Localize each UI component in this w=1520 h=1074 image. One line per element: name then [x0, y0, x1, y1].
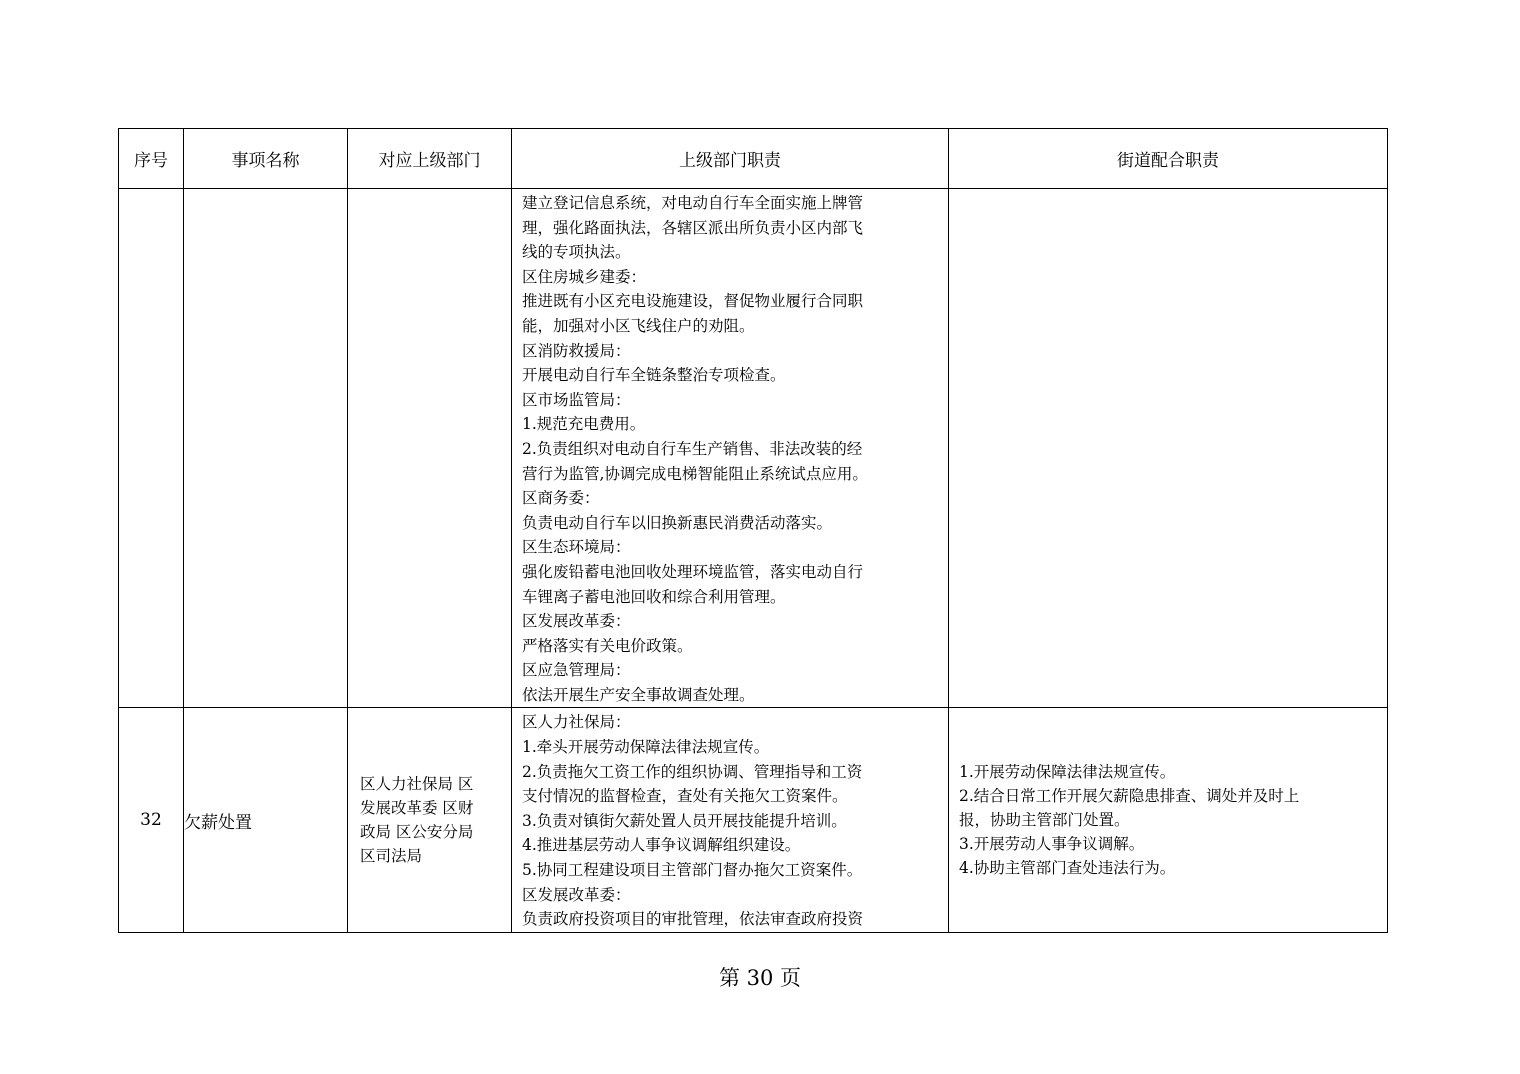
header-superior-department: 对应上级部门: [348, 129, 512, 189]
text-line: 区市场监管局：: [522, 390, 631, 409]
header-superior-duties: 上级部门职责: [512, 129, 949, 189]
row-item-name: [184, 189, 348, 708]
text-line: 报，协助主管部门处置。: [959, 811, 1130, 830]
table-header-row: [119, 129, 1388, 189]
duties-table-container: [118, 128, 1387, 928]
text-line: 线的专项执法。: [522, 243, 631, 262]
page-number: 第 30 页: [718, 966, 802, 990]
text-line: 区消防救援局：: [522, 341, 631, 360]
street-duties-lines: [949, 760, 1387, 880]
row-item-name: 欠薪处置: [184, 708, 348, 932]
superior-duties-lines: [512, 708, 948, 931]
text-line: 车锂离子蓄电池回收和综合利用管理。: [522, 587, 786, 606]
text-line: 区住房城乡建委：: [522, 267, 647, 286]
text-line: 营行为监管,协调完成电梯智能阻止系统试点应用。: [522, 464, 868, 483]
row-number: 32: [119, 708, 184, 932]
text-line: 4.协助主管部门查处违法行为。: [959, 859, 1176, 878]
text-line: 建立登记信息系统，对电动自行车全面实施上牌管: [522, 194, 864, 212]
text-line: 3.开展劳动人事争议调解。: [959, 835, 1145, 854]
text-line: 支付情况的监督检查，查处有关拖欠工资案件。: [522, 787, 848, 806]
text-line: 负责政府投资项目的审批管理，依法审查政府投资: [522, 910, 864, 929]
row-street-duties: [949, 708, 1388, 932]
superior-duties-lines: [512, 189, 948, 707]
text-line: 严格落实有关电价政策。: [522, 636, 693, 655]
header-item-name: 事项名称: [184, 129, 348, 189]
table-row: [119, 189, 1388, 708]
text-line: 区发展改革委：: [522, 612, 631, 631]
text-line: 区司法局: [360, 847, 423, 866]
duties-table: [118, 128, 1388, 933]
departments-lines: [348, 772, 511, 868]
text-line: 开展电动自行车全链条整治专项检查。: [522, 366, 786, 385]
text-line: 5.协同工程建设项目主管部门督办拖欠工资案件。: [522, 861, 863, 880]
text-line: 区生态环境局：: [522, 538, 631, 557]
header-number: 序号: [119, 129, 184, 189]
text-line: 区商务委：: [522, 489, 600, 508]
text-line: 推进既有小区充电设施建设，督促物业履行合同职: [522, 292, 864, 311]
text-line: 2.负责拖欠工资工作的组织协调、管理指导和工资: [522, 762, 863, 781]
row-superior-duties: [512, 708, 949, 932]
row-departments: [348, 708, 512, 932]
text-line: 1.规范充电费用。: [522, 415, 646, 434]
text-line: 3.负责对镇街欠薪处置人员开展技能提升培训。: [522, 811, 847, 830]
text-line: 强化废铅蓄电池回收处理环境监管，落实电动自行: [522, 562, 864, 581]
row-departments: [348, 189, 512, 708]
text-line: 依法开展生产安全事故调查处理。: [522, 685, 755, 704]
text-line: 1.牵头开展劳动保障法律法规宣传。: [522, 738, 770, 757]
text-line: 发展改革委 区财: [360, 799, 474, 818]
table-row: [119, 708, 1388, 932]
text-line: 2.结合日常工作开展欠薪隐患排查、调处并及时上: [959, 787, 1300, 806]
header-street-duties: 街道配合职责: [949, 129, 1388, 189]
text-line: 理，强化路面执法，各辖区派出所负责小区内部飞: [522, 218, 864, 237]
text-line: 1.开展劳动保障法律法规宣传。: [959, 763, 1176, 782]
text-line: 区发展改革委：: [522, 885, 631, 904]
row-superior-duties: [512, 189, 949, 708]
text-line: 区应急管理局：: [522, 661, 631, 680]
row-street-duties: [949, 189, 1388, 708]
text-line: 2.负责组织对电动自行车生产销售、非法改装的经: [522, 439, 863, 458]
text-line: 区人力社保局 区: [360, 775, 474, 794]
text-line: 能，加强对小区飞线住户的劝阻。: [522, 316, 755, 335]
text-line: 区人力社保局：: [522, 713, 631, 732]
row-number: [119, 189, 184, 708]
text-line: 负责电动自行车以旧换新惠民消费活动落实。: [522, 513, 833, 532]
text-line: 政局 区公安分局: [360, 823, 474, 842]
text-line: 4.推进基层劳动人事争议调解组织建设。: [522, 836, 801, 855]
